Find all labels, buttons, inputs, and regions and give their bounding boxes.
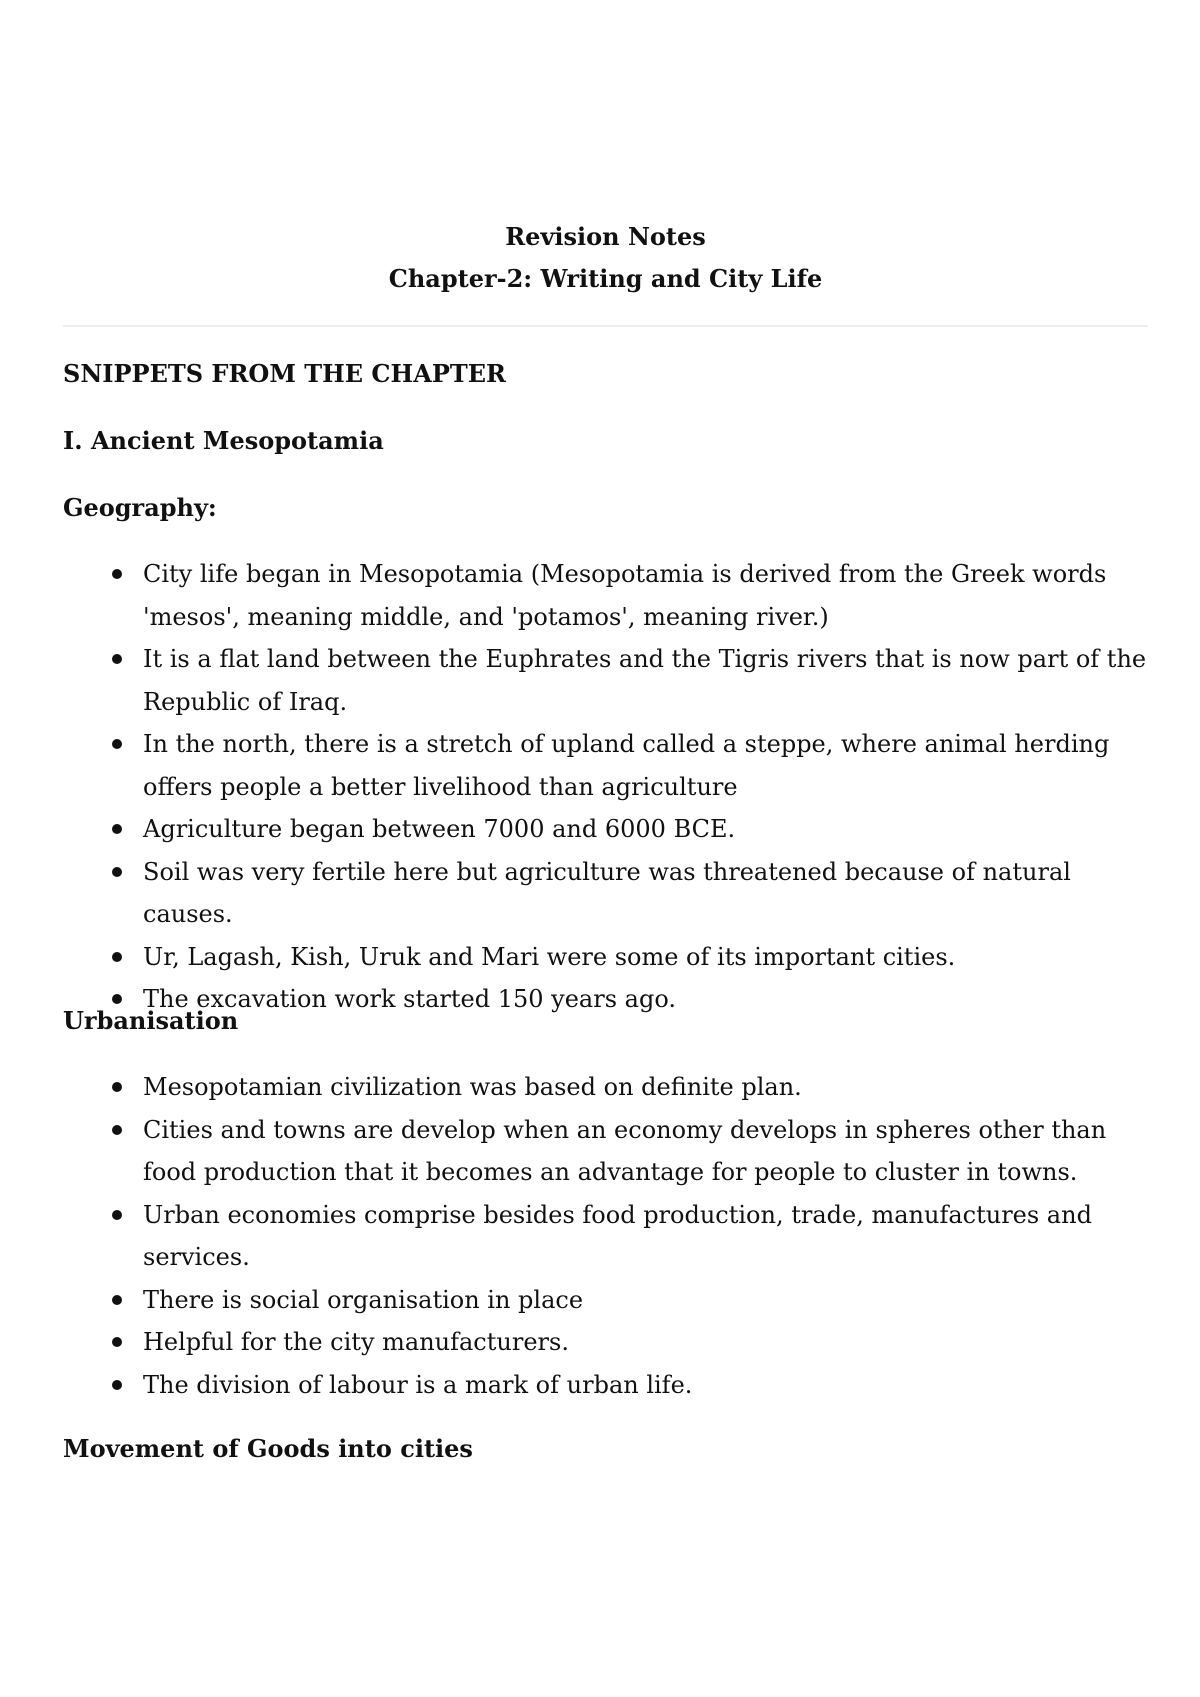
list-item: Cities and towns are develop when an economy develops in spheres other than food production that it becomes an advantage for people to cluster in towns. <box>63 1109 1148 1194</box>
mesopotamia-heading: I. Ancient Mesopotamia <box>63 426 384 455</box>
list-item: It is a flat land between the Euphrates and the Tigris rivers that is now part of the Republic of Iraq. <box>63 638 1148 723</box>
urbanisation-list <box>63 1066 1148 1406</box>
list-item: Helpful for the city manufacturers. <box>63 1321 1148 1364</box>
list-item: In the north, there is a stretch of upland called a steppe, where animal herding offers people a better livelihood than agriculture <box>63 723 1148 808</box>
list-item: The division of labour is a mark of urban life. <box>63 1364 1148 1407</box>
list-item: Soil was very fertile here but agriculture was threatened because of natural causes. <box>63 851 1148 936</box>
list-item: City life began in Mesopotamia (Mesopotamia is derived from the Greek words 'mesos', meaning middle, and 'potamos', meaning river.) <box>63 553 1148 638</box>
chapter-subtitle: Chapter-2: Writing and City Life <box>388 264 823 293</box>
list-item: Mesopotamian civilization was based on definite plan. <box>63 1066 1148 1109</box>
header-divider <box>63 325 1148 327</box>
list-item: The excavation work started 150 years ago. <box>63 978 1148 1021</box>
geography-heading: Geography: <box>63 493 217 522</box>
list-item: Agriculture began between 7000 and 6000 BCE. <box>63 808 1148 851</box>
geography-list <box>63 553 1148 1021</box>
page-title: Revision Notes <box>505 222 706 251</box>
list-item: Urban economies comprise besides food production, trade, manufactures and services. <box>63 1194 1148 1279</box>
list-item: There is social organisation in place <box>63 1279 1148 1322</box>
list-item: Ur, Lagash, Kish, Uruk and Mari were some of its important cities. <box>63 936 1148 979</box>
snippets-heading: SNIPPETS FROM THE CHAPTER <box>63 359 506 388</box>
movement-heading: Movement of Goods into cities <box>63 1434 473 1463</box>
urbanisation-heading: Urbanisation <box>63 1006 239 1035</box>
